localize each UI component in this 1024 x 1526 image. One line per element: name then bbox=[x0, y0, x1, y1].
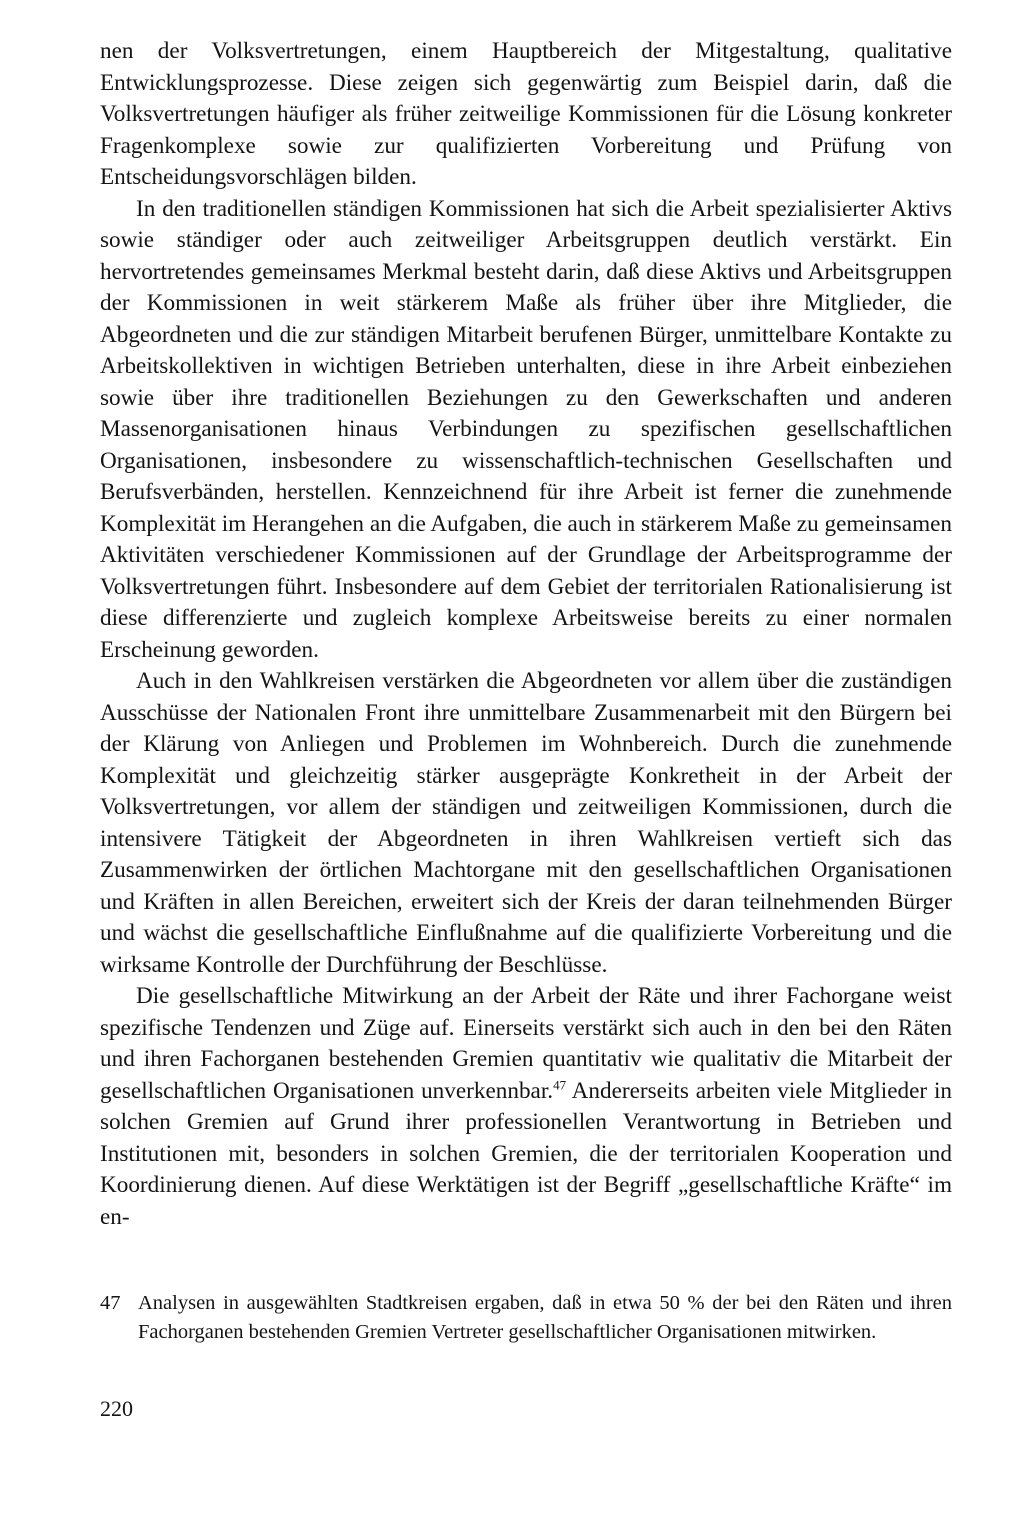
footnote-47 bbox=[100, 1289, 952, 1347]
body-text bbox=[100, 36, 952, 1233]
paragraph-4 bbox=[100, 981, 952, 1233]
footnote-text: Analysen in ausgewählten Stadtkreisen ergaben, daß in etwa 50 % der bei den Räten und ihren Fachorganen bestehenden Gremien Vertreter gesellschaftlicher Organisationen mitwirken. bbox=[138, 1292, 952, 1343]
footnotes bbox=[100, 1289, 952, 1347]
page-number: 220 bbox=[100, 1396, 133, 1421]
paragraph-1: nen der Volksvertretungen, einem Hauptbereich der Mitgestaltung, qualitative Entwicklungsprozesse. Diese zeigen sich gegenwärtig zum Beispiel darin, daß die Volksvertretungen häufiger als früher zeitweilige Kommissionen für die Lösung konkreter Fragenkomplexe sowie zur qualifizierten Vorbereitung und Prüfung von Entscheidungsvorschlägen bilden. bbox=[100, 38, 952, 190]
paragraph-3: Auch in den Wahlkreisen verstärken die Abgeordneten vor allem über die zuständigen Ausschüsse der Nationalen Front ihre unmittelbare Zusammenarbeit mit den Bürgern bei der Klärung von Anliegen und Problemen im Wohnbereich. Durch die zunehmende Komplexität und gleichzeitig stärker ausgeprägte Konkretheit in der Arbeit der Volksvertretungen, vor allem der ständigen und zeitweiligen Kommissionen, durch die intensivere Tätigkeit der Abgeordneten in ihren Wahlkreisen vertieft sich das Zusammenwirken der örtlichen Machtorgane mit den gesellschaftlichen Organisationen und Kräften in allen Bereichen, erweitert sich der Kreis der daran teilnehmenden Bürger und wächst die gesellschaftliche Einflußnahme auf die qualifizierte Vorbereitung und die wirksame Kontrolle der Durchführung der Beschlüsse. bbox=[100, 668, 952, 978]
paragraph-2: In den traditionellen ständigen Kommissionen hat sich die Arbeit spezialisierter Aktivs sowie ständiger oder auch zeitweiliger Arbeitsgruppen deutlich verstärkt. Ein hervortretendes gemeinsames Merkmal besteht darin, daß diese Aktivs und Arbeitsgruppen der Kommissionen in weit stärkerem Maße als früher über ihre Mitglieder, die Abgeordneten und die zur ständigen Mitarbeit berufenen Bürger, unmittelbare Kontakte zu Arbeitskollektiven in wichtigen Betrieben unterhalten, diese in ihre Arbeit einbeziehen sowie über ihre traditionellen Beziehungen zu den Gewerkschaften und anderen Massenorganisationen hinaus Verbindungen zu spezifischen gesellschaftlichen Organisationen, insbesondere zu wissenschaftlich-technischen Gesellschaften und Berufsverbänden, herstellen. Kennzeichnend für ihre Arbeit ist ferner die zunehmende Komplexität im Herangehen an die Aufgaben, die auch in stärkerem Maße zu gemeinsamen Aktivitäten verschiedener Kommissionen auf der Grundlage der Arbeitsprogramme der Volksvertretungen führt. Insbesondere auf dem Gebiet der territorialen Rationalisierung ist diese differenzierte und zugleich komplexe Arbeitsweise bereits zu einer normalen Erscheinung geworden. bbox=[100, 195, 952, 663]
footnote-reference: 47 bbox=[553, 1076, 567, 1092]
footnote-number: 47 bbox=[100, 1292, 121, 1314]
paragraph-4-part-1: Die gesellschaftliche Mitwirkung an der Arbeit der Räte und ihrer Fachorgane weist spezifische Tendenzen und Züge auf. Einerseits verstärkt sich auch in den bei den Räten und ihren Fachorganen bestehenden Gremien quantitativ wie qualitativ die Mitarbeit der gesellschaftlichen Organisationen unverkennbar. bbox=[100, 983, 952, 1104]
paragraph-4-part-2: Andererseits arbeiten viele Mitglieder in solchen Gremien auf Grund ihrer professionellen Verantwortung in Betrieben und Institutionen mit, besonders in solchen Gremien, die der territorialen Kooperation und Koordinierung dienen. Auf diese Werktätigen ist der Begriff „gesellschaftliche Kräfte“ im en- bbox=[100, 1077, 952, 1230]
